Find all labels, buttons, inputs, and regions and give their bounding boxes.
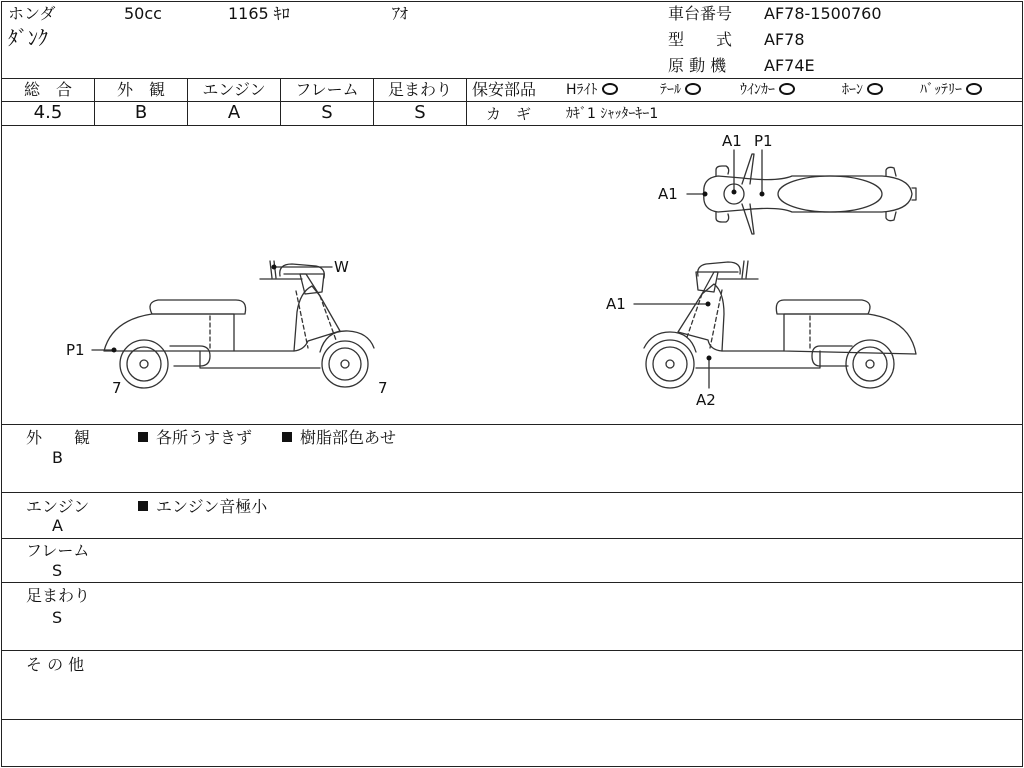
- label-a1-side: A1: [606, 295, 626, 313]
- ok-circle-icon: [966, 83, 982, 95]
- label-7-right: 7: [378, 379, 388, 397]
- safety-item-label: ﾊﾞｯﾃﾘｰ: [920, 82, 962, 98]
- type: AF78: [764, 30, 805, 49]
- exterior-label: 外 観: [116, 80, 165, 99]
- divider: [2, 538, 1022, 539]
- suspension-grade: S: [414, 102, 426, 123]
- overall-label: 総 合: [23, 80, 72, 99]
- section-other-label: そ の 他: [26, 655, 85, 674]
- bullet-square-icon: [138, 432, 148, 442]
- scooter-right-side-icon: [644, 261, 916, 388]
- exterior-note: 樹脂部色あせ: [282, 428, 396, 448]
- divider: [2, 582, 1022, 583]
- overall-grade: 4.5: [33, 102, 63, 123]
- divider: [466, 78, 467, 125]
- ok-circle-icon: [602, 83, 618, 95]
- frame-grade-label: フレーム: [295, 80, 359, 99]
- type-label: 型 式: [668, 30, 733, 49]
- engine-grade: A: [227, 102, 241, 123]
- divider: [2, 424, 1022, 425]
- key-value: ｶｷﾞ1 ｼｬｯﾀｰｷｰ1: [566, 106, 659, 122]
- section-suspension-grade: S: [52, 608, 63, 627]
- ok-circle-icon: [867, 83, 883, 95]
- label-p1-left: P1: [66, 341, 85, 359]
- mileage: 1165 ｷﾛ: [228, 4, 290, 23]
- frame-no: AF78-1500760: [764, 4, 882, 23]
- frame-no-label: 車台番号: [668, 4, 733, 23]
- safety-item-taillight: [660, 80, 701, 100]
- section-exterior-grade: B: [52, 448, 63, 467]
- engine-model: AF74E: [764, 56, 815, 75]
- bullet-square-icon: [138, 501, 148, 511]
- safety-item-label: Hﾗｲﾄ: [566, 82, 598, 98]
- bullet-square-icon: [282, 432, 292, 442]
- safety-item-label: ﾃｰﾙ: [660, 82, 681, 98]
- section-exterior-label: 外 観: [26, 428, 91, 447]
- scooter-top-view-icon: [704, 154, 916, 234]
- exterior-grade: B: [134, 102, 148, 123]
- label-a1-top-left: A1: [658, 185, 678, 203]
- safety-item-battery: [920, 80, 982, 100]
- section-frame-label: フレーム: [26, 541, 90, 560]
- safety-item-headlight: [566, 80, 618, 100]
- frame-grade: S: [321, 102, 333, 123]
- model-name: ﾀﾞﾝｸ: [8, 26, 48, 50]
- color: ｱｵ: [392, 4, 409, 23]
- label-p1-top: P1: [754, 132, 773, 150]
- label-w: W: [334, 258, 349, 276]
- divider: [2, 492, 1022, 493]
- key-label: カ ギ: [486, 105, 532, 123]
- engine-grade-label: エンジン: [202, 80, 266, 99]
- safety-item-horn: [842, 80, 883, 100]
- divider: [2, 650, 1022, 651]
- section-engine-grade: A: [52, 516, 63, 535]
- engine-label: 原 動 機: [668, 56, 727, 75]
- maker: ホンダ: [8, 4, 56, 23]
- section-suspension-label: 足まわり: [26, 586, 91, 605]
- damage-diagram: [2, 126, 1022, 424]
- divider: [2, 719, 1022, 720]
- divider: [2, 78, 1022, 79]
- section-frame-grade: S: [52, 561, 63, 580]
- scooter-left-side-icon: [104, 261, 374, 388]
- safety-item-label: ｳｲﾝｶｰ: [740, 82, 775, 98]
- safety-label: 保安部品: [472, 80, 537, 99]
- ok-circle-icon: [685, 83, 701, 95]
- displacement: 50cc: [124, 4, 162, 23]
- label-a2-side: A2: [696, 391, 716, 409]
- safety-item-label: ﾎｰﾝ: [842, 82, 863, 98]
- exterior-note: 各所うすきず: [138, 428, 252, 448]
- engine-note: エンジン音極小: [138, 497, 267, 517]
- section-engine-label: エンジン: [26, 497, 90, 516]
- safety-item-turn-signal: [740, 80, 795, 100]
- suspension-grade-label: 足まわり: [387, 80, 452, 99]
- label-7-left: 7: [112, 379, 122, 397]
- label-a1-top: A1: [722, 132, 742, 150]
- ok-circle-icon: [779, 83, 795, 95]
